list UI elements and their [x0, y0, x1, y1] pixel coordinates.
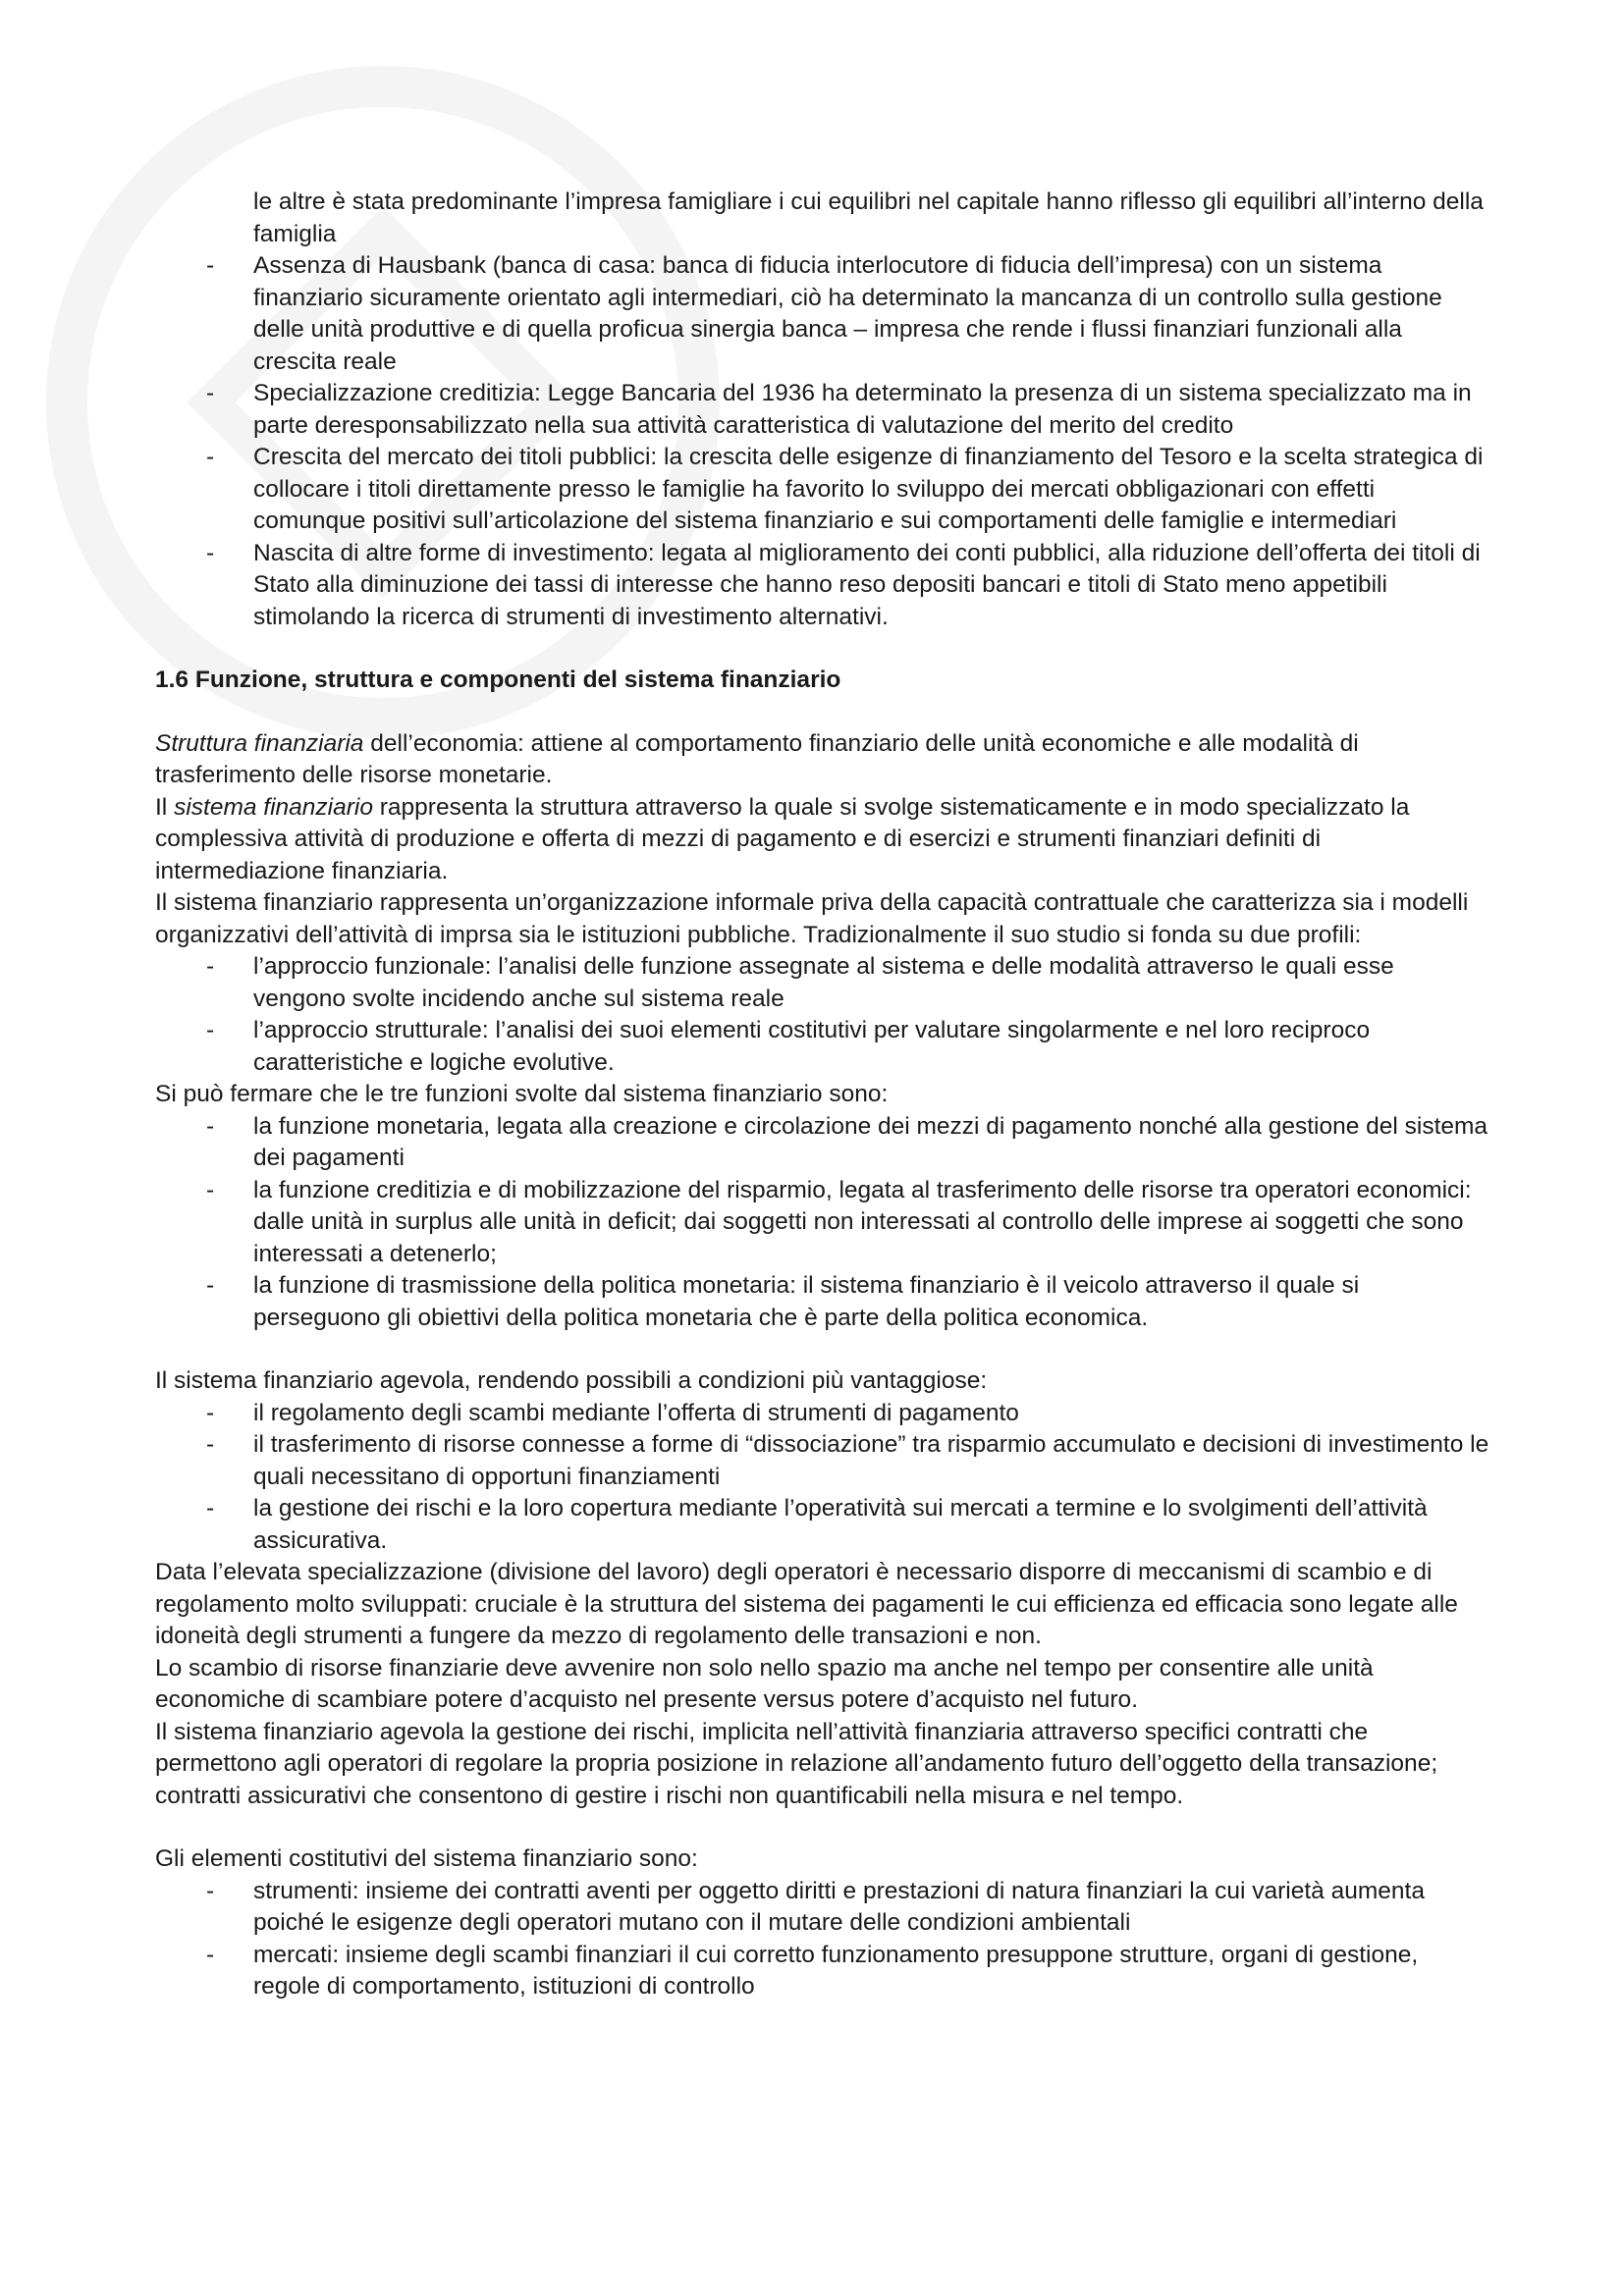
list-item: - Crescita del mercato dei titoli pubblici: la crescita delle esigenze di finanziamento del Tesoro e la scelta strategica di collocare i titoli direttamente presso le famiglie ha favorito lo sviluppo dei mercati obbligazionari con effetti comunque positivi sull’articolazione del sistema finanziario e sui comportamenti delle famiglie e intermediari [206, 444, 1484, 534]
paragraph: Il sistema finanziario agevola la gestione dei rischi, implicita nell’attività finanziaria attraverso specifici contratti che permettono agli operatori di regolare la propria posizione in relazione all’andamento futuro dell’oggetto della transazione; contratti assicurativi che consentono di gestire i rischi non quantificabili nella misura e nel tempo. [155, 1718, 1438, 1809]
list-item: - strumenti: insieme dei contratti aventi per oggetto diritti e prestazioni di natura finanziari la cui varietà aumenta poiché le esigenze degli operatori mutano con il mutare delle condizioni ambientali [206, 1877, 1425, 1936]
list-item: - la funzione monetaria, legata alla creazione e circolazione dei mezzi di pagamento nonché alla gestione del sistema dei pagamenti [206, 1112, 1488, 1171]
dash-bullet: - [206, 539, 215, 566]
paragraph: Struttura finanziaria dell’economia: attiene al comportamento finanziario delle unità economiche e alle modalità di trasferimento delle risorse monetarie. [155, 729, 1359, 788]
document-page [155, 187, 1490, 2003]
paragraph: Il sistema finanziario rappresenta la struttura attraverso la quale si svolge sistematicamente e in modo specializzato la complessiva attività di produzione e offerta di mezzi di pagamento e di esercizi e strumenti finanziari definiti di intermediazione finanziaria. [155, 793, 1410, 884]
paragraph: Data l’elevata specializzazione (divisione del lavoro) degli operatori è necessario disporre di meccanismi di scambio e di regolamento molto sviluppati: cruciale è la struttura del sistema dei pagamenti le cui efficienza ed efficacia sono legate alle idoneità degli strumenti a fungere da mezzo di regolamento delle transazioni e non. [155, 1559, 1458, 1649]
dash-bullet: - [206, 1431, 215, 1458]
dash-bullet: - [206, 1112, 215, 1140]
profiles-list [155, 951, 1490, 1079]
list-item: - Specializzazione creditizia: Legge Bancaria del 1936 ha determinato la presenza di un sistema specializzato ma in parte deresponsabilizzato nella sua attività caratteristica di valutazione del merito del credito [206, 380, 1472, 439]
dash-bullet: - [206, 1495, 215, 1522]
continued-item [155, 187, 1490, 250]
elements-list [155, 1876, 1490, 2003]
section-heading: 1.6 Funzione, struttura e componenti del sistema finanziario [155, 667, 841, 693]
list-item: - la gestione dei rischi e la loro copertura mediante l’operatività sui mercati a termine e lo svolgimenti dell’attività assicurativa. [206, 1495, 1428, 1554]
list-item: - il trasferimento di risorse connesse a forme di “dissociazione” tra risparmio accumulato e decisioni di investimento le quali necessitano di opportuni finanziamenti [206, 1431, 1489, 1490]
paragraph: Si può fermare che le tre funzioni svolte dal sistema finanziario sono: [155, 1081, 889, 1107]
italic-term: Struttura finanziaria [155, 729, 364, 757]
list-item: - mercati: insieme degli scambi finanziari il cui corretto funzionamento presuppone strutture, organi di gestione, regole di comportamento, istituzioni di controllo [206, 1941, 1419, 2000]
dash-bullet: - [206, 1176, 215, 1203]
list-item: - Assenza di Hausbank (banca di casa: banca di fiducia interlocutore di fiducia dell’impresa) con un sistema finanziario sicuramente orientato agli intermediari, ciò ha determinato la mancanza di un controllo sulla gestione delle unità produttive e di quella proficua sinergia banca – impresa che rende i flussi finanziari funzionali alla crescita reale [206, 252, 1442, 375]
dash-bullet: - [206, 380, 215, 406]
list-item: - il regolamento degli scambi mediante l’offerta di strumenti di pagamento [155, 1398, 1490, 1430]
paragraph: Gli elementi costitutivi del sistema finanziario sono: [155, 1845, 698, 1872]
list-item: - l’approccio funzionale: l’analisi delle funzione assegnate al sistema e delle modalità attraverso le quali esse vengono svolte incidendo anche sul sistema reale [206, 953, 1394, 1012]
facilitation-list [155, 1398, 1490, 1558]
continued-item-text: le altre è stata predominante l’impresa famigliare i cui equilibri nel capitale hanno riflesso gli equilibri all’interno della famiglia [253, 188, 1484, 247]
functions-list [155, 1111, 1490, 1335]
dash-bullet: - [206, 444, 215, 470]
dash-bullet: - [206, 1941, 215, 1968]
list-item: - la funzione di trasmissione della politica monetaria: il sistema finanziario è il veicolo attraverso il quale si perseguono gli obiettivi della politica monetaria che è parte della politica economica. [206, 1272, 1360, 1331]
paragraph: Il sistema finanziario agevola, rendendo possibili a condizioni più vantaggiose: [155, 1367, 988, 1394]
list-item: - l’approccio strutturale: l’analisi dei suoi elementi costitutivi per valutare singolarmente e nel loro reciproco caratteristiche e logiche evolutive. [206, 1017, 1371, 1076]
list-item: - la funzione creditizia e di mobilizzazione del risparmio, legata al trasferimento delle risorse tra operatori economici: dalle unità in surplus alle unità in deficit; dai soggetti non interessati al controllo delle imprese ai soggetti che sono interessati a detenerlo; [206, 1176, 1472, 1267]
paragraph: Il sistema finanziario rappresenta un’organizzazione informale priva della capacità contrattuale che caratterizza sia i modelli organizzativi dell’attività di imprsa sia le istituzioni pubbliche. Tradizionalmente il suo studio si fonda su due profili: [155, 889, 1469, 948]
dash-bullet: - [206, 1017, 215, 1043]
italic-term: sistema finanziario [174, 793, 373, 821]
paragraph: Lo scambio di risorse finanziarie deve avvenire non solo nello spazio ma anche nel tempo per consentire alle unità economiche di scambiare potere d’acquisto nel presente versus potere d’acquisto nel futuro. [155, 1654, 1374, 1713]
dash-bullet: - [206, 252, 215, 279]
history-factors-list [155, 250, 1490, 633]
list-item: - Nascita di altre forme di investimento: legata al miglioramento dei conti pubblici, alla riduzione dell’offerta dei titoli di Stato alla diminuzione dei tassi di interesse che hanno reso depositi bancari e titoli di Stato meno appetibili stimolando la ricerca di strumenti di investimento alternativi. [206, 539, 1481, 630]
dash-bullet: - [206, 1399, 215, 1426]
dash-bullet: - [206, 1877, 215, 1904]
dash-bullet: - [206, 953, 215, 980]
dash-bullet: - [206, 1272, 215, 1299]
